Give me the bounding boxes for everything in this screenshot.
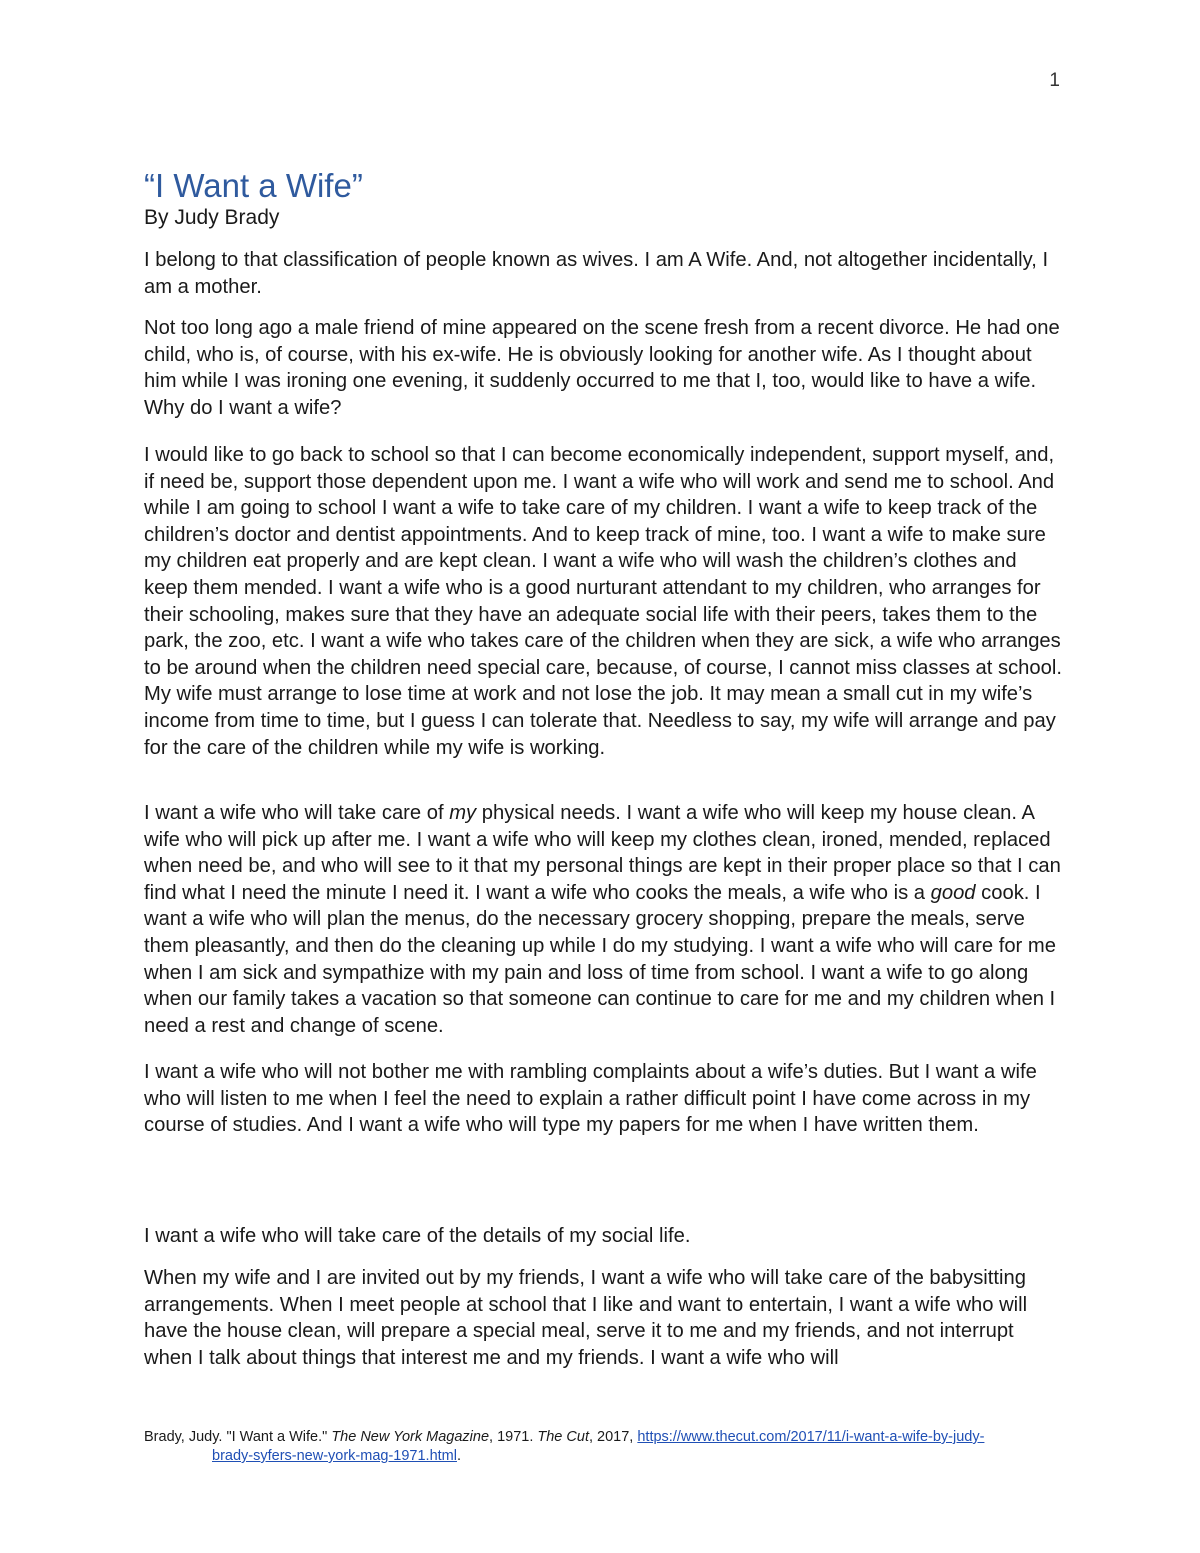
paragraph-4-text-a: I want a wife who will take care of [144, 802, 450, 824]
citation-text-a: Brady, Judy. "I Want a Wife." [144, 1429, 332, 1445]
paragraph-3: I would like to go back to school so that I can become economically independent, support myself, and, if need be, support those dependent upon me. I want a wife who will work and send me to school. And while I am going to school I want a wife to take care of my children. I want a wife to keep track of the children’s doctor and dentist appointments. And to keep track of mine, too. I want a wife to make sure my children eat properly and are kept clean. I want a wife who will wash the children’s clothes and keep them mended. I want a wife who is a good nurturant attendant to my children, who arranges for their schooling, makes sure that they have an adequate social life with their peers, takes them to the park, the zoo, etc. I want a wife who takes care of the children when they are sick, a wife who arranges to be around when the children need special care, because, of course, I cannot miss classes at school. My wife must arrange to lose time at work and not lose the job. It may mean a small cut in my wife’s income from time to time, but I guess I can tolerate that. Needless to say, my wife will arrange and pay for the care of the children while my wife is working. [144, 444, 1062, 759]
paragraph-6: I want a wife who will take care of the details of my social life. [144, 1225, 691, 1247]
essay-title: “I Want a Wife” [144, 167, 363, 204]
paragraph-1: I belong to that classification of people known as wives. I am A Wife. And, not altogether incidentally, I am a mother. [144, 249, 1049, 298]
paragraph-4-text-c: cook. I want a wife who will plan the menus, do the necessary grocery shopping, prepare the meals, serve them pleasantly, and then do the cleaning up while I do my studying. I want a wife who will care for me when I am sick and sympathize with my pain and loss of time from school. I want a wife to go along when our family takes a vacation so that someone can continue to care for me and my children when I need a rest and change of scene. [144, 881, 1056, 1037]
page-number: 1 [1049, 70, 1060, 91]
citation-url-link-part1[interactable]: https://www.thecut.com/2017/11/i-want-a-wife-by-judy- [637, 1429, 985, 1445]
citation-website: The Cut [537, 1429, 589, 1445]
citation-text-c: , 2017, [588, 1429, 638, 1445]
citation-url-link-part2[interactable]: brady-syfers-new-york-mag-1971.html [212, 1448, 457, 1464]
paragraph-4-text-b: physical needs. I want a wife who will keep my house clean. A wife who will pick up after me. I want a wife who will keep my clothes clean, ironed, mended, replaced when need be, and who will see to it that my personal things are kept in their proper place so that I can find what I need the minute I need it. I want a wife who cooks the meals, a wife who is a [144, 802, 1061, 904]
citation-publication: The New York Magazine [331, 1429, 490, 1445]
paragraph-4 [144, 800, 1064, 1039]
citation-continuation [144, 1447, 1064, 1466]
byline: By Judy Brady [144, 206, 280, 229]
paragraph-7: When my wife and I are invited out by my friends, I want a wife who will take care of the babysitting arrangements. When I meet people at school that I like and want to entertain, I want a wife who will have the house clean, will prepare a special meal, serve it to me and my friends, and not interrupt when I talk about things that interest me and my friends. I want a wife who will [144, 1267, 1028, 1369]
emphasis-my: my [449, 802, 477, 824]
citation-text-b: , 1971. [489, 1429, 538, 1445]
citation-footnote [144, 1428, 1064, 1466]
paragraph-2: Not too long ago a male friend of mine appeared on the scene fresh from a recent divorce. He had one child, who is, of course, with his ex-wife. He is obviously looking for another wife. As I thought about him while I was ironing one evening, it suddenly occurred to me that I, too, would like to have a wife. Why do I want a wife? [144, 317, 1060, 419]
paragraph-5: I want a wife who will not bother me with rambling complaints about a wife’s duties. But I want a wife who will listen to me when I feel the need to explain a rather difficult point I have come across in my course of studies. And I want a wife who will type my papers for me when I have written them. [144, 1061, 1037, 1137]
citation-text-d: . [456, 1448, 461, 1464]
emphasis-good: good [930, 881, 976, 904]
